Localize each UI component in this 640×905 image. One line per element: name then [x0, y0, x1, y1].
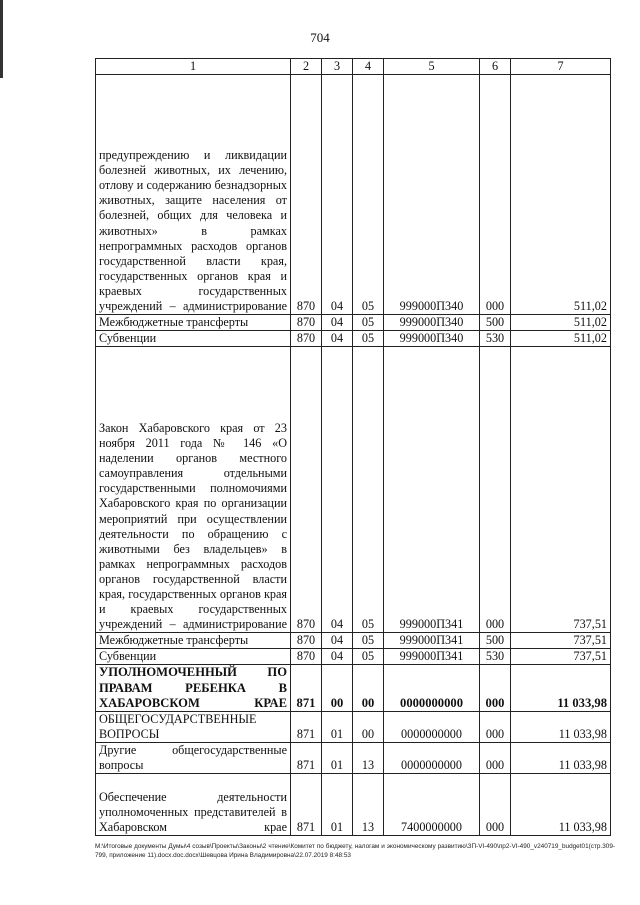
cell-expense-type: 530: [480, 649, 511, 665]
cell-target-article: 0000000000: [384, 665, 480, 711]
cell-amount: 737,51: [511, 347, 611, 633]
header-cell: 7: [511, 59, 611, 75]
cell-admin-code: 870: [291, 75, 322, 315]
cell-admin-code: 871: [291, 665, 322, 711]
row-name: УПОЛНОМОЧЕННЫЙ ПО ПРАВАМ РЕБЕНКА В ХАБАРОВСКОМ КРАЕ: [96, 665, 291, 711]
cell-target-article: 999000П340: [384, 331, 480, 347]
cell-target-article: 999000П341: [384, 649, 480, 665]
cell-expense-type: 500: [480, 633, 511, 649]
cell-expense-type: 000: [480, 711, 511, 742]
table-row: [96, 347, 611, 633]
row-name: Межбюджетные трансферты: [96, 633, 291, 649]
row-name: Другие общегосударственные вопросы: [96, 742, 291, 773]
table-row: [96, 665, 611, 711]
cell-section: 04: [322, 633, 353, 649]
table-row: [96, 649, 611, 665]
cell-amount: 511,02: [511, 331, 611, 347]
table-row: [96, 774, 611, 836]
cell-admin-code: 871: [291, 774, 322, 836]
cell-amount: 737,51: [511, 633, 611, 649]
cell-admin-code: 870: [291, 649, 322, 665]
cell-admin-code: 871: [291, 742, 322, 773]
cell-expense-type: 000: [480, 742, 511, 773]
row-name: Субвенции: [96, 331, 291, 347]
cell-target-article: 0000000000: [384, 711, 480, 742]
cell-section: 04: [322, 75, 353, 315]
header-cell: 3: [322, 59, 353, 75]
table-row: [96, 75, 611, 315]
cell-amount: 11 033,98: [511, 665, 611, 711]
cell-admin-code: 870: [291, 633, 322, 649]
cell-amount: 511,02: [511, 315, 611, 331]
cell-admin-code: 870: [291, 331, 322, 347]
cell-section: 04: [322, 315, 353, 331]
cell-expense-type: 530: [480, 331, 511, 347]
cell-subsection: 00: [353, 711, 384, 742]
row-name: Закон Хабаровского края от 23 ноября 2011 года № 146 «О наделении органов местного самоуправления отдельными государственными полномочиями Хабаровского края по организации мероприятий при осуществлении деятельности по обращению с животными без владельцев» в рамках непрограммных расходов органов государственной власти края, государственных органов края и краевых государственных учреждений – администрирование: [96, 347, 291, 633]
cell-expense-type: 000: [480, 665, 511, 711]
cell-admin-code: 870: [291, 315, 322, 331]
cell-admin-code: 870: [291, 347, 322, 633]
cell-amount: 511,02: [511, 75, 611, 315]
row-name: Субвенции: [96, 649, 291, 665]
header-cell: 1: [96, 59, 291, 75]
cell-subsection: 05: [353, 331, 384, 347]
header-cell: 6: [480, 59, 511, 75]
cell-target-article: 0000000000: [384, 742, 480, 773]
header-cell: 2: [291, 59, 322, 75]
cell-section: 04: [322, 649, 353, 665]
cell-amount: 11 033,98: [511, 774, 611, 836]
row-name: Межбюджетные трансферты: [96, 315, 291, 331]
cell-amount: 11 033,98: [511, 742, 611, 773]
cell-target-article: 999000П340: [384, 315, 480, 331]
cell-subsection: 13: [353, 774, 384, 836]
row-name: предупреждению и ликвидации болезней животных, их лечению, отлову и содержанию безнадзорных животных, защите населения от болезней, общих для человека и животных» в рамках непрограммных расходов органов государственной власти края, государственных органов края и краевых государственных учреждений – администрирование: [96, 75, 291, 315]
cell-target-article: 999000П340: [384, 75, 480, 315]
cell-section: 01: [322, 742, 353, 773]
cell-expense-type: 000: [480, 774, 511, 836]
row-name: Обеспечение деятельности уполномоченных представителей в Хабаровском крае: [96, 774, 291, 836]
table-row: [96, 633, 611, 649]
cell-subsection: 05: [353, 315, 384, 331]
cell-amount: 737,51: [511, 649, 611, 665]
cell-admin-code: 871: [291, 711, 322, 742]
cell-section: 04: [322, 347, 353, 633]
cell-section: 01: [322, 774, 353, 836]
table-row: [96, 331, 611, 347]
file-path-footer: M:\Итоговые документы Думы\4 созыв\Проекты\Законы\2 чтение\Комитет по бюджету, налогам и экономическому развитию\ЗП-VI-490\пр2-VI-490_v240719_budget01(стр.309-799, приложение 11).docx.doc.docx\Шевцова Ирина Владимировна\22.07.2019 8:48:53: [95, 843, 615, 859]
cell-expense-type: 000: [480, 75, 511, 315]
cell-expense-type: 000: [480, 347, 511, 633]
cell-subsection: 00: [353, 665, 384, 711]
cell-section: 04: [322, 331, 353, 347]
cell-target-article: 7400000000: [384, 774, 480, 836]
cell-section: 00: [322, 665, 353, 711]
header-cell: 4: [353, 59, 384, 75]
cell-expense-type: 500: [480, 315, 511, 331]
cell-target-article: 999000П341: [384, 633, 480, 649]
cell-subsection: 05: [353, 649, 384, 665]
table-row: [96, 315, 611, 331]
cell-subsection: 05: [353, 347, 384, 633]
header-cell: 5: [384, 59, 480, 75]
cell-section: 01: [322, 711, 353, 742]
budget-table: [95, 58, 611, 836]
cell-subsection: 05: [353, 75, 384, 315]
table-row: [96, 742, 611, 773]
cell-subsection: 05: [353, 633, 384, 649]
table-header-row: [96, 59, 611, 75]
row-name: ОБЩЕГОСУДАРСТВЕННЫЕ ВОПРОСЫ: [96, 711, 291, 742]
table-row: [96, 711, 611, 742]
page-number: 704: [310, 30, 330, 45]
cell-amount: 11 033,98: [511, 711, 611, 742]
cell-target-article: 999000П341: [384, 347, 480, 633]
cell-subsection: 13: [353, 742, 384, 773]
